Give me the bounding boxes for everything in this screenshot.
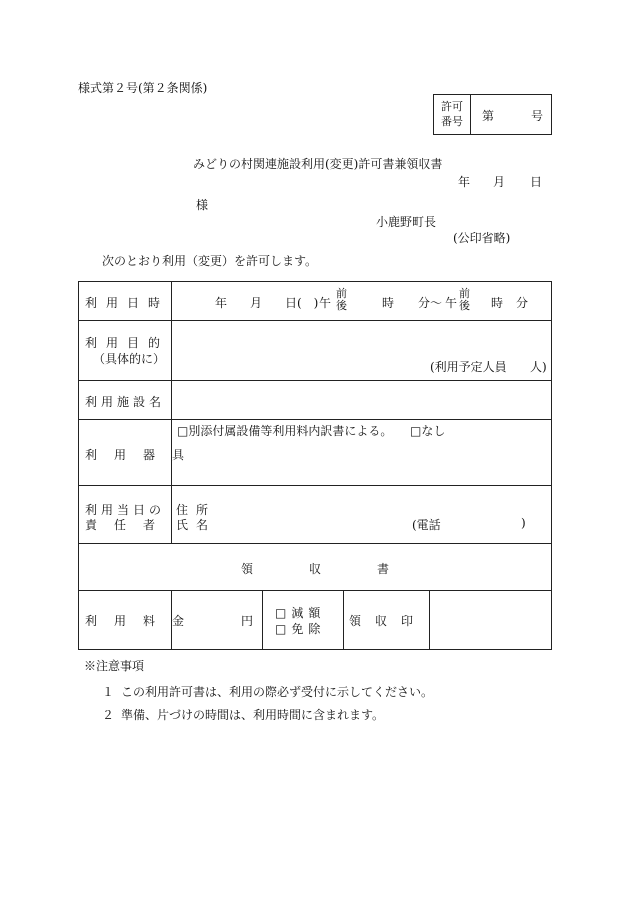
receipt-stamp-label: 領収印	[349, 614, 428, 628]
row1-hour1: 時	[382, 296, 395, 310]
intro-text: 次のとおり利用（変更）を許可します。	[102, 254, 318, 268]
label-purpose: 利用目的	[85, 336, 170, 350]
row1-ampm1: 午	[319, 296, 332, 310]
issuer: 小鹿野町長	[376, 215, 437, 229]
fee-exemption-checkbox[interactable]: □免除	[275, 622, 326, 636]
row1-min2: 分	[516, 296, 529, 310]
permit-dai: 第	[482, 109, 495, 123]
row1-hour2: 時	[491, 296, 504, 310]
expected-attendees: (利用予定人員	[430, 360, 507, 374]
row1-day: 日( )	[285, 296, 319, 310]
row1-year: 年	[215, 296, 228, 310]
fee-reduction-checkbox[interactable]: □減額	[275, 606, 326, 620]
label-facility-name: 利用施設名	[85, 395, 166, 409]
note-2-number: ２	[102, 708, 115, 722]
address-label: 住所	[176, 503, 217, 517]
permit-go: 号	[531, 109, 544, 123]
row1-zengo2: 前 後	[459, 287, 470, 312]
equipment-option-attached[interactable]: □別添付属設備等利用料内訳書による。	[177, 424, 393, 438]
row1-ampm2: 午	[445, 296, 458, 310]
label-equipment: 利用器具	[85, 448, 202, 462]
fee-yen: 円	[241, 614, 254, 628]
note-1-number: １	[102, 685, 115, 699]
equipment-option-none[interactable]: □なし	[410, 424, 446, 438]
addressee-sama: 様	[196, 198, 209, 212]
note-2-text: 準備、片づけの時間は、利用時間に含まれます。	[121, 708, 385, 722]
date-month: 月	[493, 175, 506, 189]
date-year: 年	[458, 175, 471, 189]
notes-heading: ※注意事項	[84, 659, 145, 673]
row1-min1: 分～	[418, 296, 443, 310]
seal-omitted: (公印省略)	[453, 231, 511, 245]
label-purpose-specific: （具体的に）	[93, 352, 166, 366]
label-usage-datetime: 利用日時	[85, 296, 170, 310]
receipt-header: 領収書	[241, 562, 446, 576]
label-responsible-person: 責任者	[85, 518, 173, 532]
note-1-text: この利用許可書は、利用の際必ず受付に示してください。	[121, 685, 434, 699]
row1-month: 月	[250, 296, 263, 310]
form-number: 様式第２号(第２条関係)	[78, 81, 208, 95]
permit-number-label: 許可 番号	[441, 100, 463, 128]
document-title: みどりの村関連施設利用(変更)許可書兼領収書	[193, 157, 443, 171]
label-usage-fee: 利用料金	[85, 614, 202, 628]
phone-close: )	[521, 516, 526, 530]
label-responsible-day: 利用当日の	[85, 503, 166, 517]
expected-attendees-unit: 人)	[530, 360, 547, 374]
phone-open: (電話	[412, 518, 441, 532]
date-day: 日	[530, 175, 543, 189]
row1-zengo1: 前 後	[336, 287, 347, 312]
name-label: 氏名	[176, 518, 217, 532]
